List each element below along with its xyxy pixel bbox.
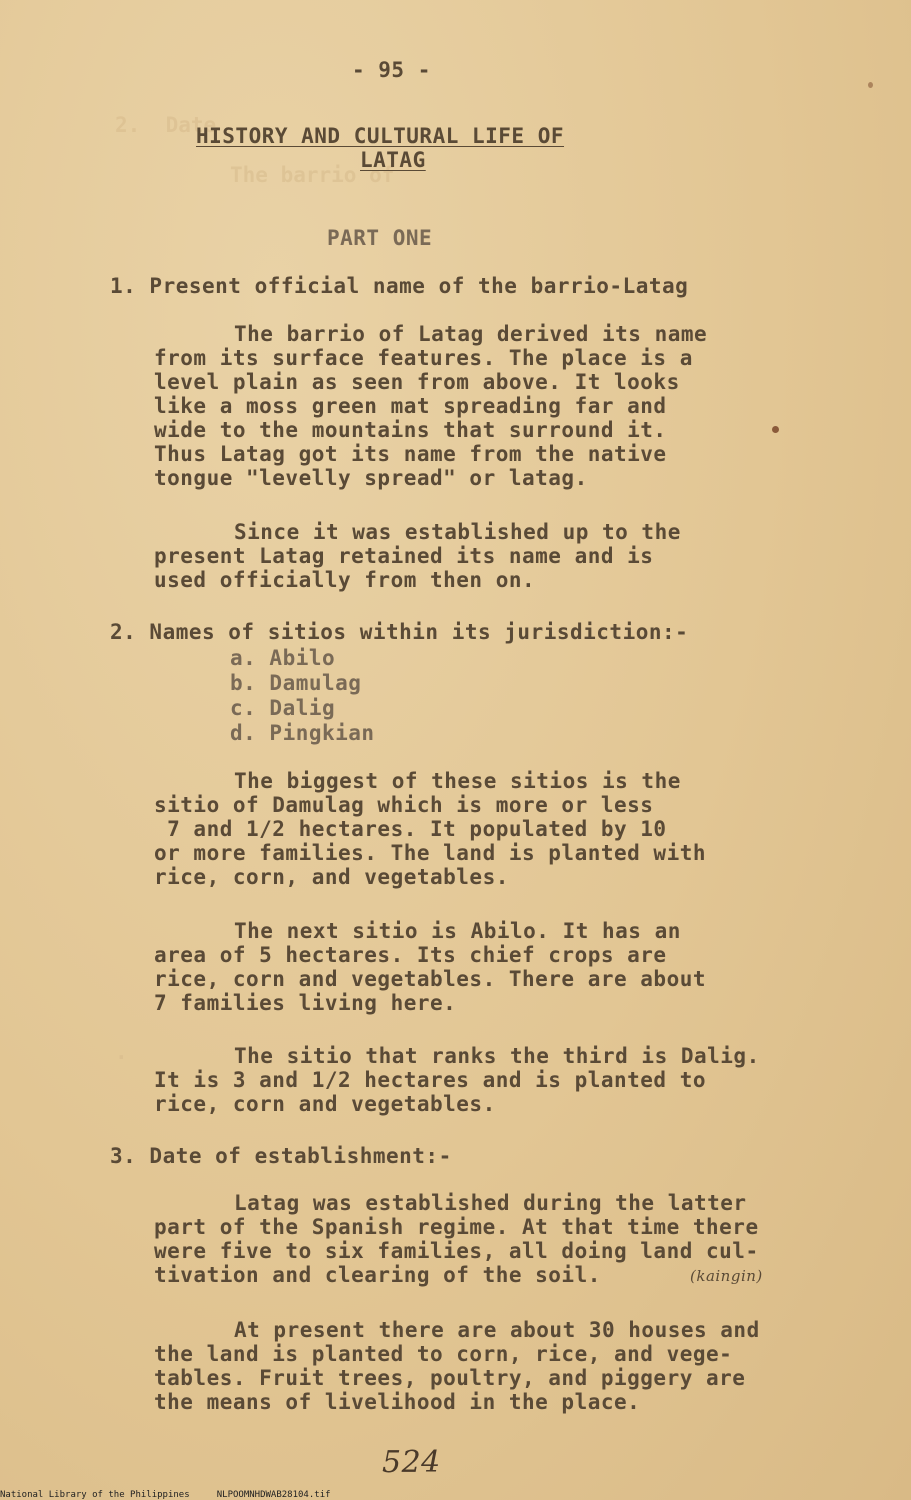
text-line: At present there are about 30 houses and	[234, 1318, 760, 1342]
document-title: HISTORY AND CULTURAL LIFE OF	[196, 124, 565, 148]
handwritten-page-number: 524	[382, 1445, 441, 1480]
text-line: Since it was established up to the	[234, 520, 681, 544]
section-3-heading: 3. Date of establishment:-	[110, 1144, 452, 1168]
text-line: were five to six families, all doing land cul-	[154, 1239, 759, 1263]
text-line: rice, corn and vegetables.	[154, 1092, 496, 1116]
section-1-heading: 1. Present official name of the barrio-Latag	[110, 274, 689, 298]
section-2-heading: 2. Names of sitios within its jurisdiction:-	[110, 620, 689, 644]
list-item: d. Pingkian	[230, 721, 375, 745]
text-line: or more families. The land is planted with	[154, 841, 707, 865]
text-line: Latag was established during the latter	[234, 1191, 747, 1215]
text-line: The barrio of Latag derived its name	[234, 322, 708, 346]
text-line: from its surface features. The place is a	[154, 346, 693, 370]
text-line: The biggest of these sitios is the	[234, 769, 681, 793]
text-line: tongue "levelly spread" or latag.	[154, 466, 588, 490]
handwritten-note: (kaingin)	[690, 1267, 763, 1285]
text-line: tivation and clearing of the soil.	[154, 1263, 601, 1287]
text-line: 7 and 1/2 hectares. It populated by 10	[154, 817, 667, 841]
page-number: - 95 -	[352, 58, 431, 82]
text-line: level plain as seen from above. It looks	[154, 370, 680, 394]
text-line: like a moss green mat spreading far and	[154, 394, 667, 418]
list-item: a. Abilo	[230, 646, 336, 670]
text-line: the means of livelihood in the place.	[154, 1390, 641, 1414]
scan-footer: National Library of the Philippines NLPOOMNHDWAB28104.tif	[0, 1490, 331, 1500]
text-line: 7 families living here.	[154, 991, 457, 1015]
text-line: the land is planted to corn, rice, and vege-	[154, 1342, 733, 1366]
text-line: It is 3 and 1/2 hectares and is planted to	[154, 1068, 707, 1092]
document-title-barrio: LATAG	[360, 148, 426, 172]
text-line: area of 5 hectares. Its chief crops are	[154, 943, 667, 967]
text-line: sitio of Damulag which is more or less	[154, 793, 654, 817]
part-heading: PART ONE	[327, 226, 433, 250]
text-line: part of the Spanish regime. At that time there	[154, 1215, 759, 1239]
text-line: wide to the mountains that surround it.	[154, 418, 667, 442]
list-item: b. Damulag	[230, 671, 362, 695]
text-line: tables. Fruit trees, poultry, and piggery are	[154, 1366, 746, 1390]
text-line: present Latag retained its name and is	[154, 544, 654, 568]
list-item: c. Dalig	[230, 696, 336, 720]
text-line: The next sitio is Abilo. It has an	[234, 919, 681, 943]
text-line: Thus Latag got its name from the native	[154, 442, 667, 466]
text-line: used officially from then on.	[154, 568, 536, 592]
text-line: rice, corn, and vegetables.	[154, 865, 509, 889]
text-line: rice, corn and vegetables. There are about	[154, 967, 707, 991]
text-line: The sitio that ranks the third is Dalig.	[234, 1044, 760, 1068]
